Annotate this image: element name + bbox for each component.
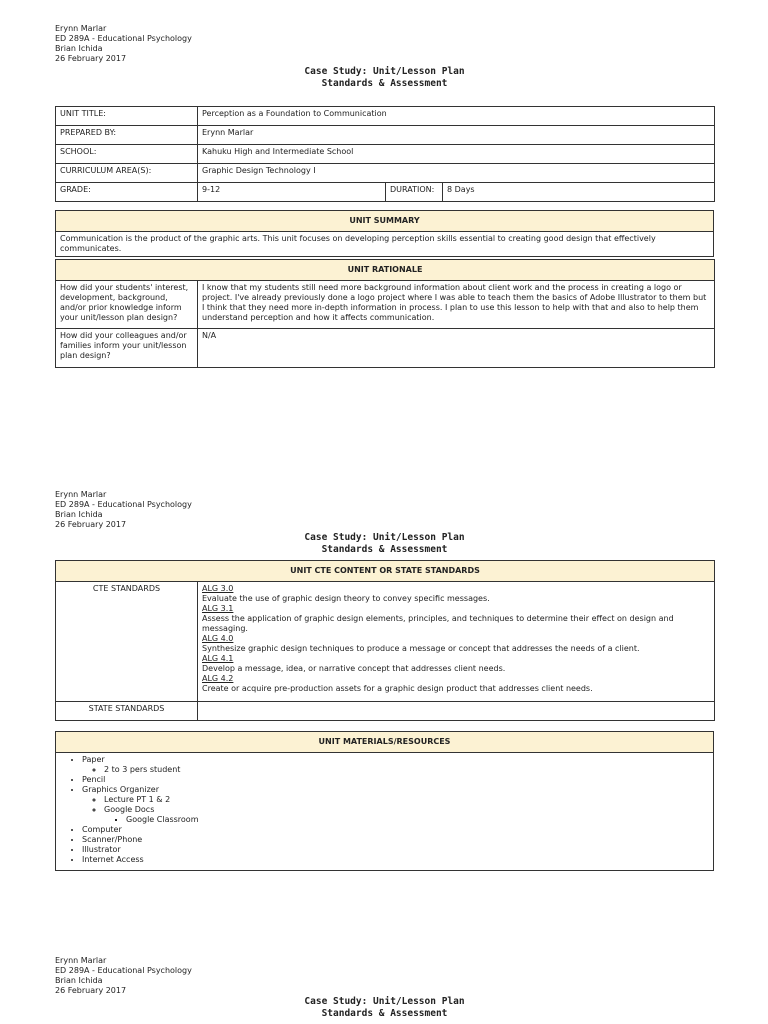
list-item [104,795,709,805]
standard-code: ALG 4.2 [202,674,234,683]
unit-rationale-section [55,259,714,368]
title-line-1: Case Study: Unit/Lesson Plan [304,532,465,543]
unit-rationale-heading: UNIT RATIONALE [56,260,715,281]
unit-summary-section [55,210,714,257]
list-item [82,775,709,785]
unit-rationale-table [55,259,715,368]
author-name: Erynn Marlar [55,24,107,33]
standard-description: Synthesize graphic design techniques to produce a message or concept that addresses the needs of a client. [202,644,640,653]
instructor-name: Brian Ichida [55,976,103,985]
list-item [82,825,709,835]
standard-description: Assess the application of graphic design elements, principles, and techniques to determine their effect on design and messaging. [202,614,674,633]
materials-heading: UNIT MATERIALS/RESOURCES [56,732,714,753]
unit-title-label: UNIT TITLE: [56,107,198,126]
list-item [82,835,709,845]
table-row [56,107,715,126]
materials-section [55,731,714,871]
page-header [55,956,714,996]
rationale-question-2: How did your colleagues and/or families inform your unit/lesson plan design? [56,329,198,368]
list-item [126,815,709,825]
course-name: ED 289A - Educational Psychology [55,966,192,975]
standards-table [55,560,715,721]
standard-code: ALG 3.1 [202,604,234,613]
author-name: Erynn Marlar [55,490,107,499]
standards-section [55,560,714,721]
instructor-name: Brian Ichida [55,44,103,53]
standard-description: Develop a message, idea, or narrative concept that addresses client needs. [202,664,506,673]
course-name: ED 289A - Educational Psychology [55,500,192,509]
standard-description: Create or acquire pre-production assets for a graphic design product that addresses client needs. [202,684,593,693]
standard-code: ALG 3.0 [202,584,234,593]
curriculum-label: CURRICULUM AREA(S): [56,164,198,183]
state-standards-label: STATE STANDARDS [56,702,198,721]
document-title [55,66,714,90]
list-item [82,755,709,775]
list-item-label: Pencil [82,775,106,784]
unit-summary-heading: UNIT SUMMARY [56,211,714,232]
school-value: Kahuku High and Intermediate School [198,145,715,164]
title-line-2: Standards & Assessment [321,544,448,555]
list-item [82,855,709,865]
list-item-label: Google Classroom [126,815,199,824]
state-standards-value [198,702,715,721]
list-item-label: Scanner/Phone [82,835,143,844]
rationale-answer-2: N/A [198,329,715,368]
curriculum-value: Graphic Design Technology I [198,164,715,183]
title-line-1: Case Study: Unit/Lesson Plan [304,996,465,1007]
school-label: SCHOOL: [56,145,198,164]
list-item [104,765,709,775]
author-name: Erynn Marlar [55,956,107,965]
unit-title-value: Perception as a Foundation to Communication [198,107,715,126]
prepared-by-value: Erynn Marlar [198,126,715,145]
duration-label: DURATION: [386,183,443,202]
list-item-label: Graphics Organizer [82,785,159,794]
materials-list-cell [56,753,714,871]
title-line-2: Standards & Assessment [321,78,448,89]
duration-value: 8 Days [443,183,715,202]
table-row [56,126,715,145]
document-title [55,532,714,556]
list-item-label: Computer [82,825,122,834]
page-header [55,490,714,530]
standards-heading: UNIT CTE CONTENT OR STATE STANDARDS [56,561,715,582]
list-item-label: Internet Access [82,855,144,864]
unit-summary-table [55,210,714,257]
title-line-2: Standards & Assessment [321,1008,448,1019]
table-row [56,183,715,202]
standard-code: ALG 4.0 [202,634,234,643]
list-item [104,805,709,825]
table-row [56,582,715,702]
title-line-1: Case Study: Unit/Lesson Plan [304,66,465,77]
prepared-by-label: PREPARED BY: [56,126,198,145]
page-header [55,24,714,64]
unit-summary-text: Communication is the product of the graphic arts. This unit focuses on developing perception skills essential to creating good design that effectively communicates. [56,232,714,257]
header-date: 26 February 2017 [55,54,127,63]
standard-code: ALG 4.1 [202,654,234,663]
list-item-label: Paper [82,755,105,764]
list-item-label: Lecture PT 1 & 2 [104,795,171,804]
materials-table [55,731,714,871]
header-date: 26 February 2017 [55,520,127,529]
rationale-answer-1: I know that my students still need more background information about client work and the process in creating a logo or project. I've already previously done a logo project where I was able to teach them the basics of Adobe Illustrator to them but I think that they need more in-depth information in process. I plan to use this lesson to help with that and also to help them understand perception and how it affects communication. [198,281,715,329]
list-item-label: 2 to 3 pers student [104,765,181,774]
grade-value: 9-12 [198,183,386,202]
table-row [56,702,715,721]
grade-label: GRADE: [56,183,198,202]
table-row [56,329,715,368]
materials-list [60,755,709,865]
table-row [56,281,715,329]
unit-info-section [55,106,714,202]
list-item-label: Google Docs [104,805,155,814]
cte-standards-label: CTE STANDARDS [56,582,198,702]
list-item-label: Illustrator [82,845,121,854]
cte-standards-list [198,582,715,702]
header-date: 26 February 2017 [55,986,127,995]
document-title [55,996,714,1020]
list-item [82,785,709,825]
table-row [56,145,715,164]
rationale-question-1: How did your students' interest, development, background, and/or prior knowledge inform your unit/lesson plan design? [56,281,198,329]
list-item [82,845,709,855]
standard-description: Evaluate the use of graphic design theory to convey specific messages. [202,594,490,603]
unit-info-table [55,106,715,202]
table-row [56,164,715,183]
instructor-name: Brian Ichida [55,510,103,519]
course-name: ED 289A - Educational Psychology [55,34,192,43]
